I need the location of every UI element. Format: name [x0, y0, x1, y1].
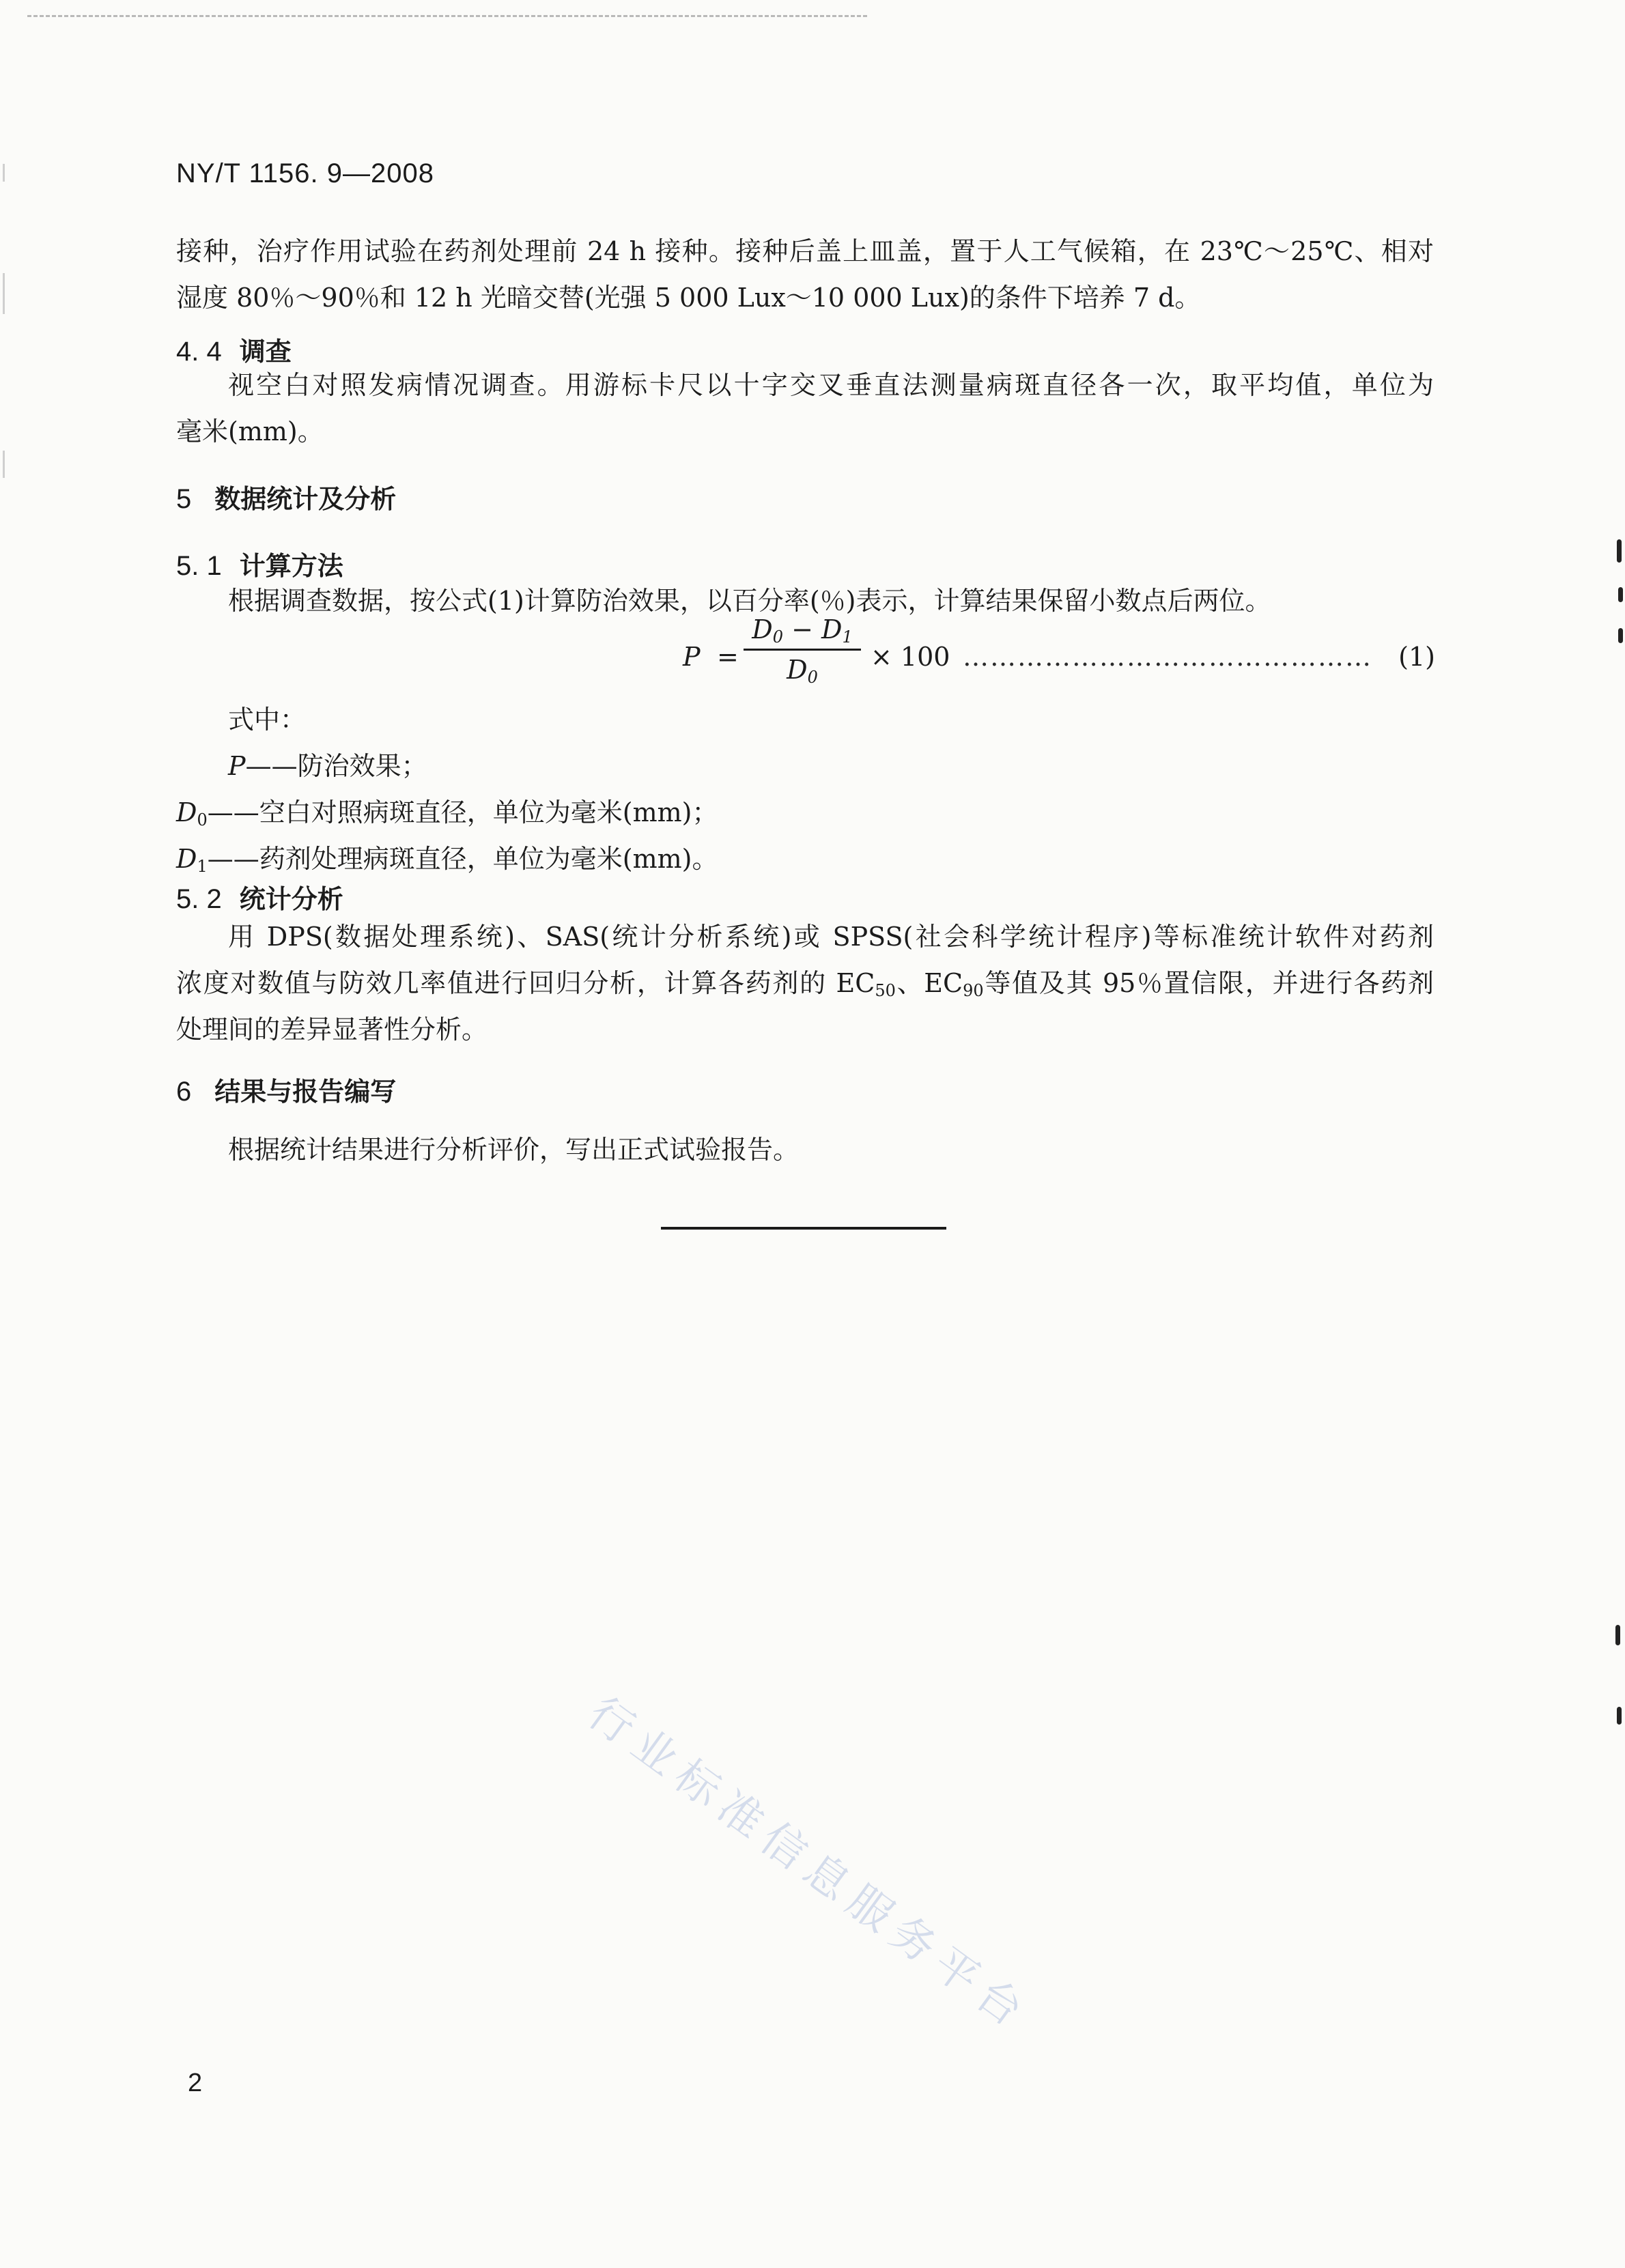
- heading-5-2: [176, 878, 343, 916]
- paragraph-line: 用 DPS(数据处理系统)、SAS(统计分析系统)或 SPSS(社会科学统计程序)等标准统计软件对药剂: [228, 922, 1434, 952]
- heading-title: 数据统计及分析: [214, 484, 397, 514]
- symbol-d: D: [821, 614, 843, 644]
- subscript: 1: [842, 627, 853, 647]
- legend-symbol: D: [176, 844, 197, 874]
- heading-title: 结果与报告编写: [214, 1077, 397, 1107]
- formula-denominator: [741, 655, 864, 685]
- paragraph-line: 根据统计结果进行分析评价，写出正式试验报告。: [228, 1135, 800, 1165]
- scan-edge-right-4: [1615, 1625, 1620, 1645]
- heading-number: 5. 1: [176, 551, 222, 581]
- equation-number: (1): [1398, 642, 1435, 672]
- scan-edge-left-3: [3, 451, 5, 478]
- heading-5: [176, 478, 396, 515]
- formula-legend: [176, 696, 1434, 882]
- legend-desc: ——空白对照病斑直径，单位为毫米(mm)；: [207, 797, 718, 827]
- heading-title: 计算方法: [239, 551, 343, 581]
- subscript: 0: [807, 668, 818, 687]
- heading-5-1: [176, 545, 343, 582]
- heading-number: 5. 2: [176, 884, 222, 914]
- text-run: 浓度对数值与防效几率值进行回归分析，计算各药剂的 EC: [176, 968, 875, 998]
- formula-multiplier: × 100: [871, 642, 950, 672]
- formula-leader-dots: ………………………………………: [963, 642, 1372, 672]
- paragraph-line: 接种，治疗作用试验在药剂处理前 24 h 接种。接种后盖上皿盖，置于人工气候箱，在 23℃～25℃、相对: [176, 236, 1434, 266]
- heading-title: 统计分析: [239, 884, 343, 914]
- legend-symbol: D: [176, 797, 197, 827]
- scan-edge-right-3: [1618, 628, 1623, 643]
- scan-edge-right-1: [1617, 539, 1622, 563]
- document-id: NY/T 1156. 9—2008: [176, 158, 434, 188]
- paragraph-line: 视空白对照发病情况调查。用游标卡尺以十字交叉垂直法测量病斑直径各一次，取平均值，单位为: [228, 370, 1434, 400]
- text-run: 等值及其 95％置信限，并进行各药剂: [983, 968, 1434, 998]
- formula-lhs: P: [683, 642, 701, 672]
- legend-desc: ——药剂处理病斑直径，单位为毫米(mm)。: [207, 844, 718, 874]
- legend-intro: 式中：: [228, 705, 307, 735]
- legend-item-d1: [176, 836, 1434, 882]
- page-number: 2: [188, 2069, 203, 2097]
- heading-number: 4. 4: [176, 337, 222, 367]
- paragraph-line: 处理间的差异显著性分析。: [176, 1015, 488, 1045]
- legend-item-d0: [176, 789, 1434, 836]
- legend-desc: ——防治效果；: [245, 751, 427, 781]
- formula-numerator: [741, 614, 864, 647]
- fraction-bar: [744, 649, 861, 651]
- minus-sign: −: [783, 614, 821, 644]
- subscript: 50: [875, 981, 896, 1000]
- scan-edge-right-5: [1617, 1707, 1622, 1725]
- paragraph-statistics: [176, 913, 1434, 1053]
- scan-edge-top: [27, 15, 867, 17]
- scan-edge-left-1: [3, 164, 5, 182]
- subscript: 90: [963, 981, 984, 1000]
- paragraph-line: 毫米(mm)。: [176, 416, 324, 446]
- scan-edge-left-2: [3, 273, 5, 314]
- watermark: 行业标准信息服务平台: [578, 1688, 1040, 2042]
- symbol-d: D: [787, 655, 808, 685]
- end-of-document-rule: [661, 1227, 946, 1230]
- symbol-d: D: [752, 614, 773, 644]
- paragraph-line: 湿度 80％～90％和 12 h 光暗交替(光强 5 000 Lux～10 000 Lux)的条件下培养 7 d。: [176, 283, 1201, 313]
- formula-fraction: [741, 614, 864, 685]
- formula-equals: =: [717, 642, 739, 672]
- scan-edge-right-2: [1618, 587, 1623, 602]
- heading-number: 6: [176, 1077, 192, 1107]
- text-run: 、EC: [895, 968, 963, 998]
- legend-item-p: [176, 743, 1434, 789]
- heading-6: [176, 1071, 396, 1108]
- paragraph-cultivation: [176, 228, 1434, 321]
- legend-symbol: P: [228, 751, 246, 781]
- paragraph-report: [176, 1126, 1434, 1173]
- paragraph-line: 根据调查数据，按公式(1)计算防治效果，以百分率(％)表示，计算结果保留小数点后两位。: [228, 586, 1271, 616]
- paragraph-survey: [176, 362, 1434, 455]
- subscript: 1: [197, 857, 208, 876]
- formula-1: [676, 614, 1435, 703]
- heading-number: 5: [176, 484, 192, 514]
- heading-title: 调查: [239, 337, 292, 367]
- subscript: 0: [772, 627, 783, 647]
- paragraph-line: [176, 960, 1434, 1006]
- subscript: 0: [197, 810, 208, 830]
